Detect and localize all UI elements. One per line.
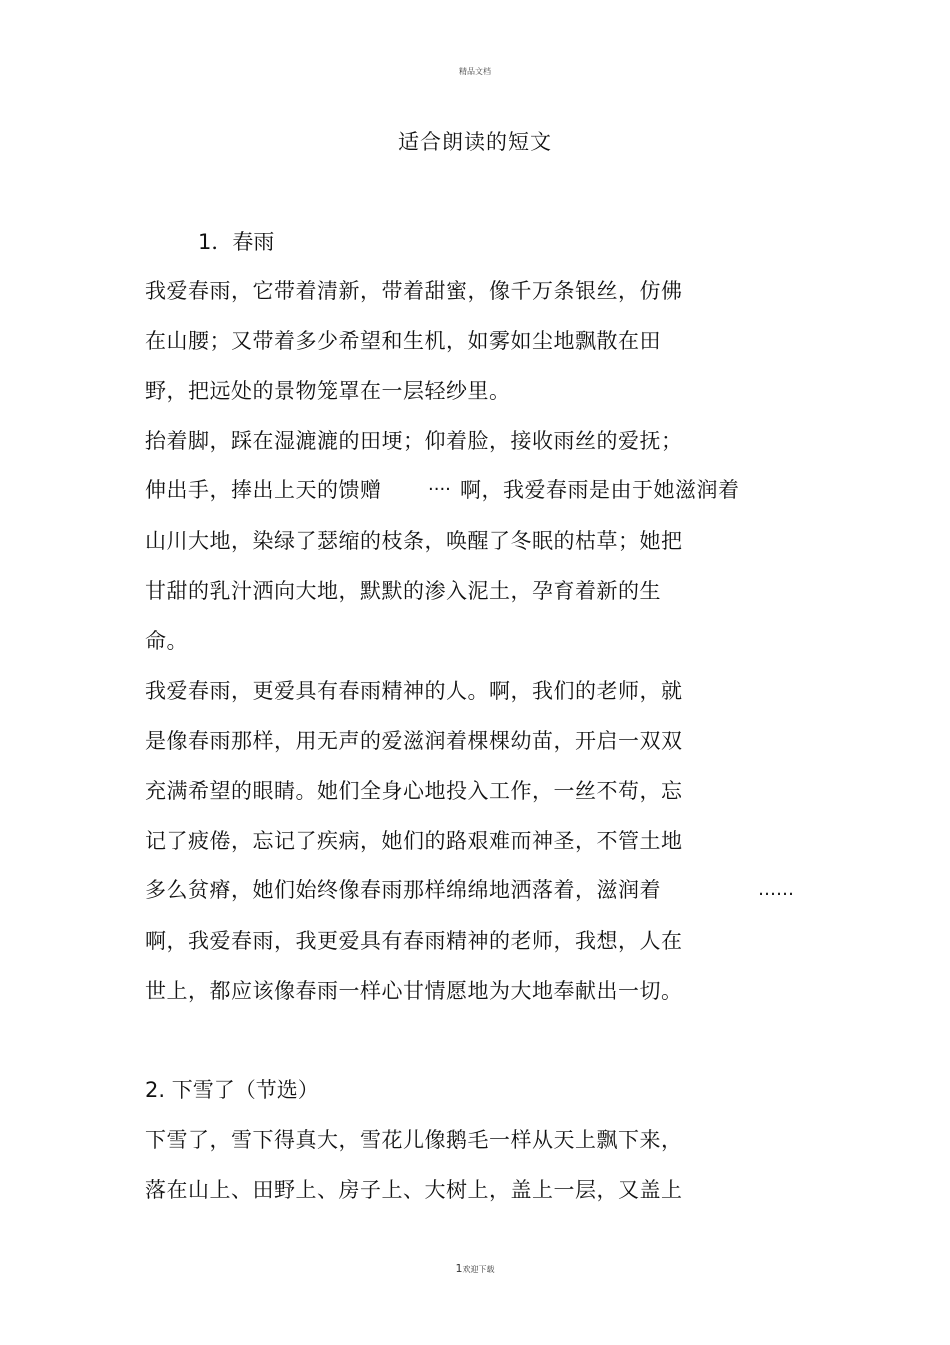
paragraph-line: 命。 xyxy=(145,629,188,653)
page-footer xyxy=(0,1262,950,1275)
paragraph-line: 是像春雨那样，用无声的爱滋润着棵棵幼苗，开启一双双 xyxy=(145,729,683,753)
ellipsis-mark: …… xyxy=(758,879,794,900)
section-heading-spring-rain: 1．春雨 xyxy=(198,230,275,254)
paragraph-line: 充满希望的眼睛。她们全身心地投入工作，一丝不苟，忘 xyxy=(145,779,683,803)
page-number: 1 xyxy=(455,1262,463,1275)
paragraph-line: 我爱春雨，它带着清新，带着甜蜜，像千万条银丝，仿佛 xyxy=(145,279,683,303)
paragraph-line: 多么贫瘠，她们始终像春雨那样绵绵地洒落着，滋润着 xyxy=(145,878,661,902)
paragraph-line: 山川大地，染绿了瑟缩的枝条，唤醒了冬眠的枯草；她把 xyxy=(145,529,683,553)
document-title: 适合朗读的短文 xyxy=(398,130,552,154)
ellipsis-mark: ···· xyxy=(428,479,451,500)
paragraph-line: 在山腰；又带着多少希望和生机，如雾如尘地飘散在田 xyxy=(145,329,661,353)
paragraph-line: 啊，我爱春雨，我更爱具有春雨精神的老师，我想，人在 xyxy=(145,929,683,953)
paragraph-line: 野，把远处的景物笼罩在一层轻纱里。 xyxy=(145,379,511,403)
paragraph-line: 记了疲倦，忘记了疾病，她们的路艰难而神圣，不管土地 xyxy=(145,829,683,853)
paragraph-line: 啊，我爱春雨是由于她滋润着 xyxy=(460,478,740,502)
paragraph-line: 世上，都应该像春雨一样心甘情愿地为大地奉献出一切。 xyxy=(145,979,683,1003)
paragraph-line: 伸出手，捧出上天的馈赠 xyxy=(145,478,382,502)
paragraph-line: 落在山上、田野上、房子上、大树上，盖上一层，又盖上 xyxy=(145,1178,683,1202)
footer-label: 欢迎下载 xyxy=(462,1265,495,1274)
page-header: 精品文档 xyxy=(459,67,491,76)
section-heading-snow: 2. 下雪了（节选） xyxy=(145,1078,319,1102)
paragraph-line: 我爱春雨，更爱具有春雨精神的人。啊，我们的老师，就 xyxy=(145,679,683,703)
paragraph-line: 甘甜的乳汁洒向大地，默默的渗入泥土，孕育着新的生 xyxy=(145,579,661,603)
paragraph-line: 下雪了，雪下得真大，雪花儿像鹅毛一样从天上飘下来， xyxy=(145,1128,683,1152)
paragraph-line: 抬着脚，踩在湿漉漉的田埂；仰着脸，接收雨丝的爱抚； xyxy=(145,429,683,453)
